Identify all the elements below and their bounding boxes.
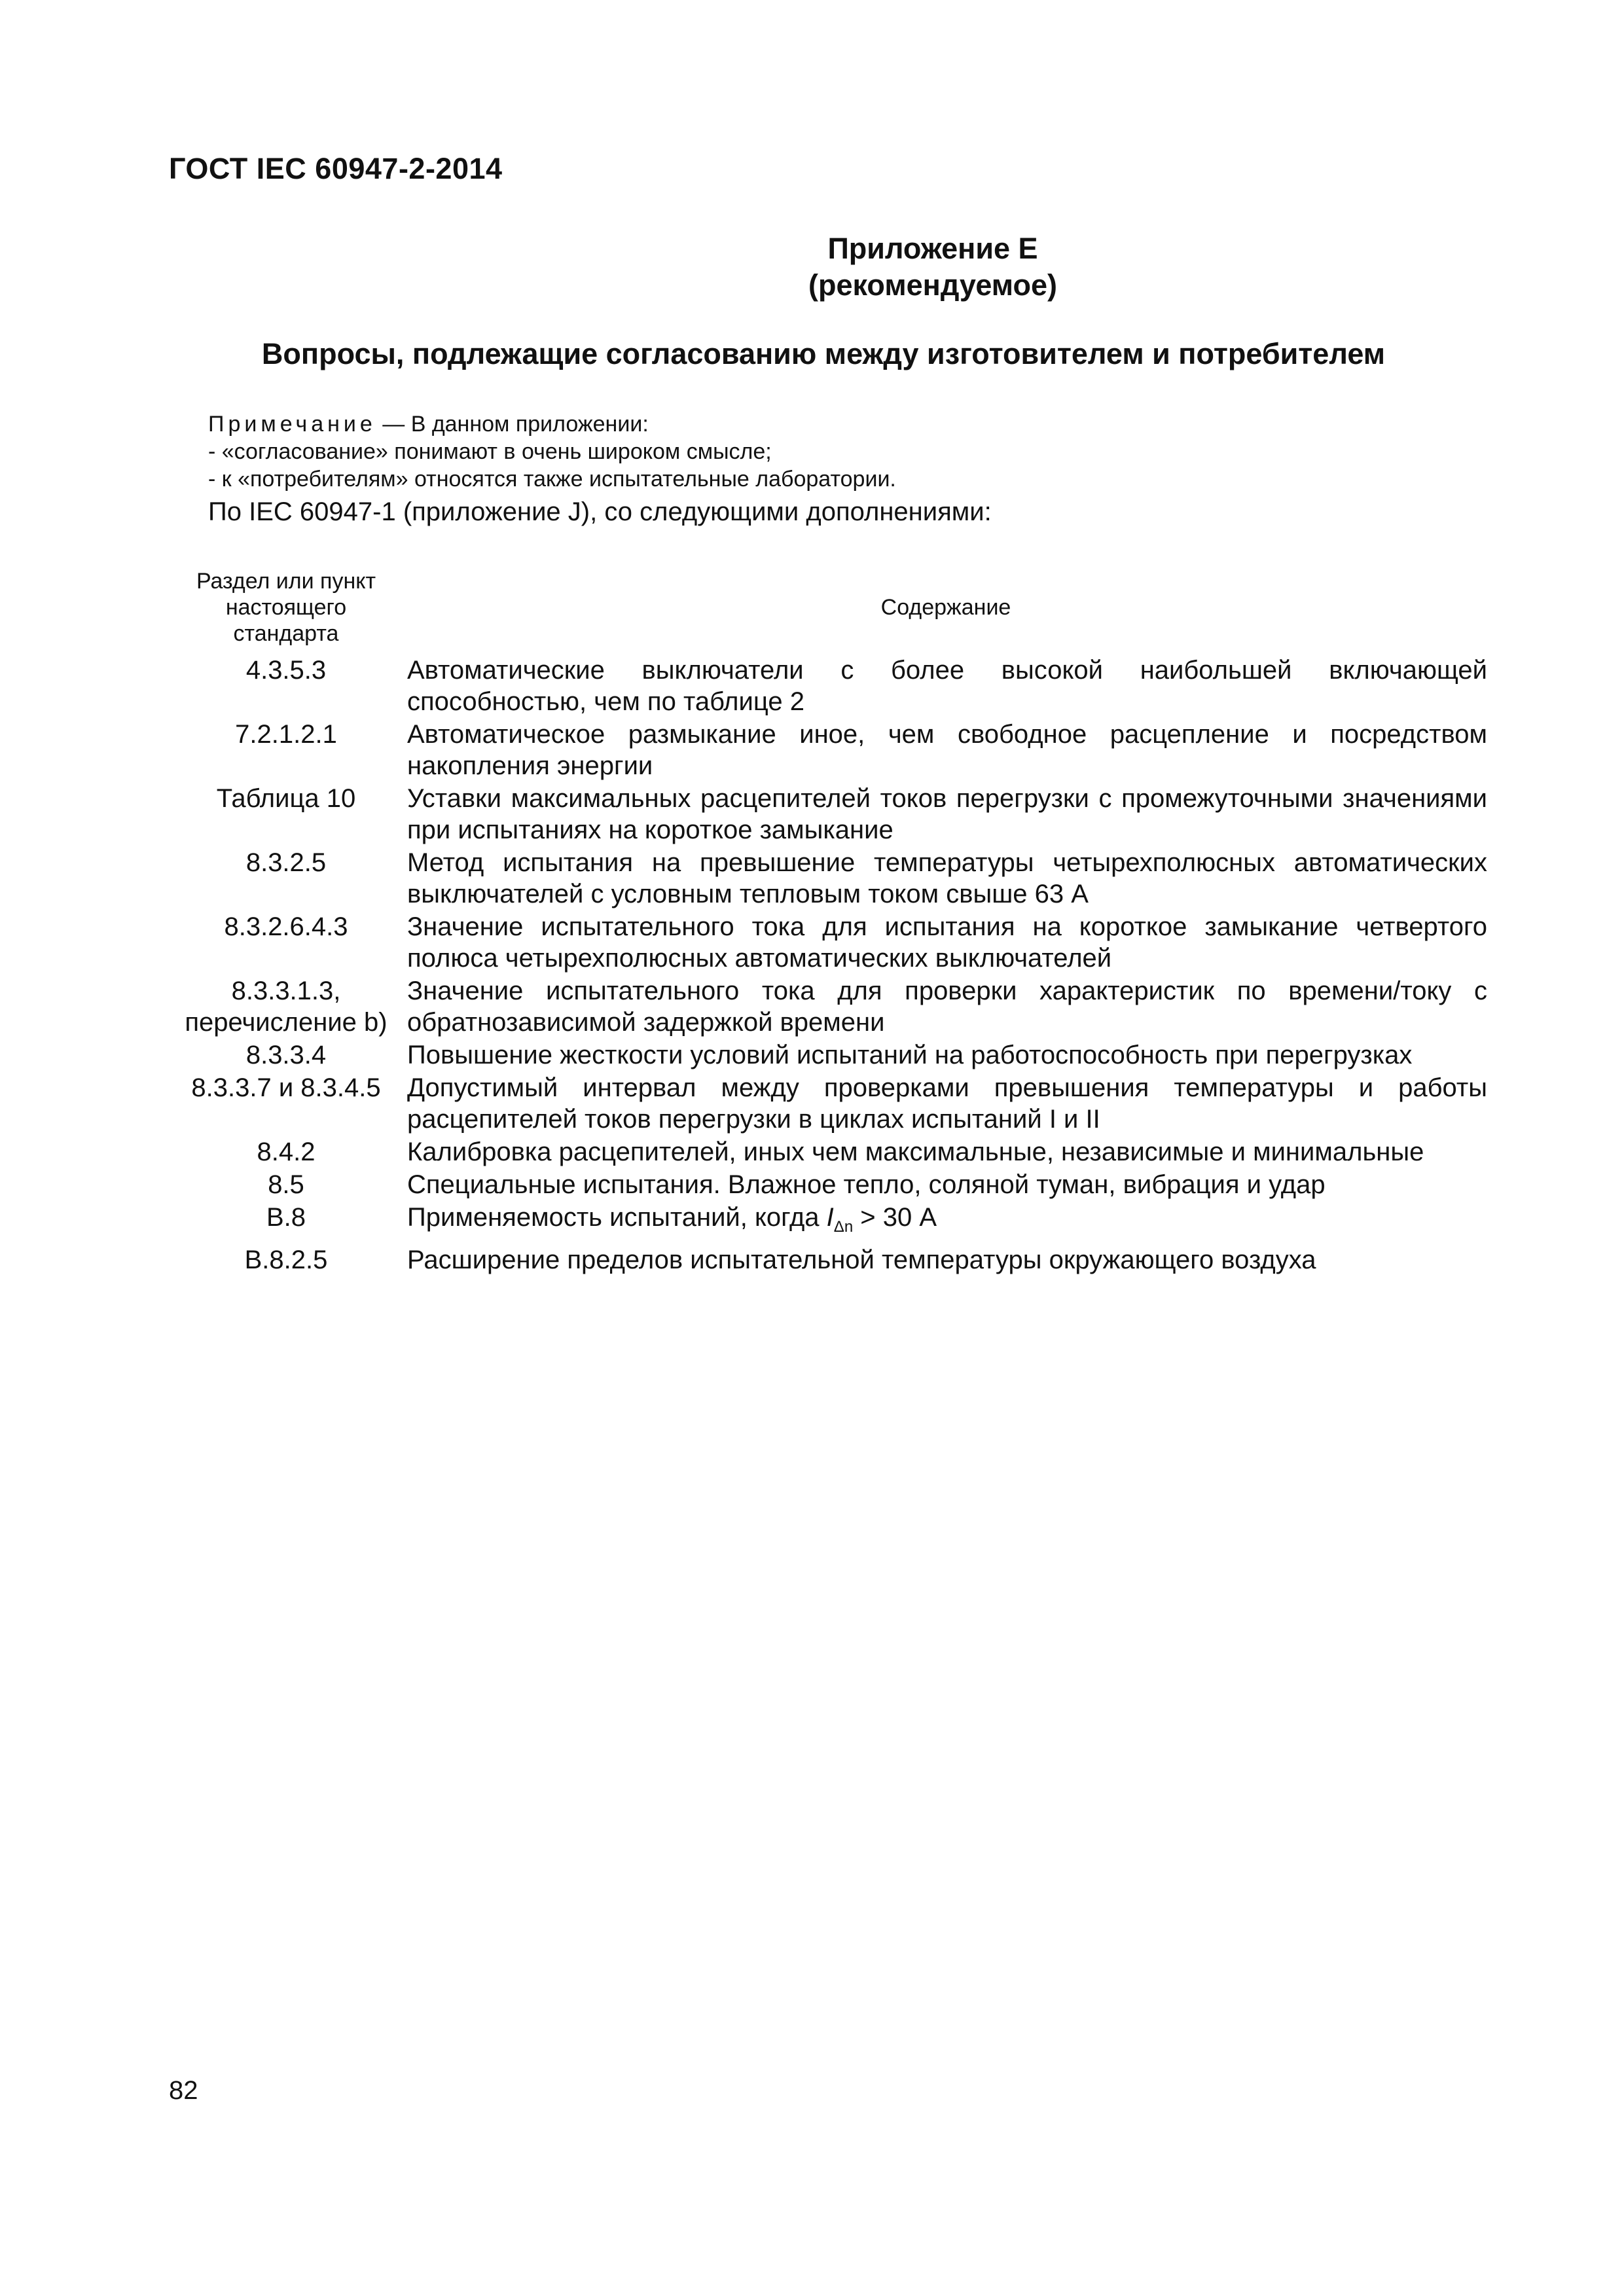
row-section: 8.5 <box>268 1170 304 1199</box>
note-text: — В данном приложении: <box>376 412 649 437</box>
table-row <box>178 975 1487 1038</box>
table-row <box>178 911 1487 974</box>
row-section: 8.3.3.1.3, перечисление b) <box>185 977 388 1037</box>
current-subscript: Δn <box>833 1218 854 1236</box>
note-line-3: - к «потребителям» относятся также испытательные лаборатории. <box>208 467 896 492</box>
row-content: Специальные испытания. Влажное тепло, соляной туман, вибрация и удар <box>407 1170 1326 1199</box>
page-number: 82 <box>169 2076 198 2105</box>
row-content: Повышение жесткости условий испытаний на работоспособность при перегрузках <box>407 1041 1413 1069</box>
table-row <box>178 1136 1487 1168</box>
appendix-title: Приложение Е <box>827 232 1038 265</box>
row-section: 8.3.3.4 <box>245 1041 327 1069</box>
row-section: В.8.2.5 <box>244 1246 328 1274</box>
row-section: 7.2.1.2.1 <box>235 720 337 749</box>
row-content-prefix: Применяемость испытаний, когда <box>407 1203 827 1232</box>
table-row <box>178 1169 1487 1200</box>
row-section: 8.3.2.6.4.3 <box>224 912 348 941</box>
row-section: В.8 <box>266 1203 306 1232</box>
table-row <box>178 1244 1487 1276</box>
table-row <box>178 1039 1487 1071</box>
table-row <box>178 783 1487 846</box>
row-content <box>407 1202 1487 1243</box>
row-content-suffix: > 30 А <box>853 1203 937 1232</box>
section-title: Вопросы, подлежащие согласованию между изготовителем и потребителем <box>261 337 1386 370</box>
table-row <box>178 1072 1487 1135</box>
row-content: Автоматическое размыкание иное, чем свободное расцепление и посредством накопления энергии <box>407 720 1487 780</box>
current-symbol: I <box>826 1203 834 1232</box>
document-header: ГОСТ IEC 60947-2-2014 <box>169 152 503 185</box>
table-row <box>178 719 1487 781</box>
column-header-section: Раздел или пункт настоящего стандарта <box>196 569 376 646</box>
row-section: 4.3.5.3 <box>245 656 327 685</box>
row-content: Допустимый интервал между проверками превышения температуры и работы расцепителей токов перегрузки в циклах испытаний I и II <box>407 1073 1487 1134</box>
row-content: Значение испытательного тока для испытания на короткое замыкание четвертого полюса четырехполюсных автоматических выключателей <box>407 912 1487 973</box>
row-content: Значение испытательного тока для проверки характеристик по времени/току с обратнозависимой задержкой времени <box>407 977 1487 1037</box>
note-label: Примечание <box>208 412 376 437</box>
row-content: Калибровка расцепителей, иных чем максимальные, независимые и минимальные <box>407 1138 1424 1166</box>
requirements-table <box>178 655 1487 1276</box>
row-content: Метод испытания на превышение температуры четырехполюсных автоматических выключателей с условным тепловым током свыше 63 А <box>407 848 1487 908</box>
note-line-2: - «согласование» понимают в очень широком смысле; <box>208 439 772 464</box>
appendix-status: (рекомендуемое) <box>808 268 1057 302</box>
table-row <box>178 847 1487 910</box>
note-line-1 <box>208 411 649 437</box>
row-content: Уставки максимальных расцепителей токов перегрузки с промежуточными значениями при испытаниях на короткое замыкание <box>407 784 1487 844</box>
column-header-content: Содержание <box>880 595 1011 620</box>
row-section: Таблица 10 <box>216 784 356 813</box>
row-section: 8.4.2 <box>257 1138 316 1166</box>
table-row <box>178 1202 1487 1243</box>
row-content: Автоматические выключатели с более высокой наибольшей включающей способностью, чем по таблице 2 <box>407 656 1487 716</box>
row-content: Расширение пределов испытательной температуры окружающего воздуха <box>407 1246 1316 1274</box>
row-section: 8.3.2.5 <box>245 848 327 877</box>
intro-text: По IEC 60947-1 (приложение J), со следующими дополнениями: <box>208 497 992 526</box>
table-row <box>178 655 1487 717</box>
row-section: 8.3.3.7 и 8.3.4.5 <box>191 1073 381 1102</box>
